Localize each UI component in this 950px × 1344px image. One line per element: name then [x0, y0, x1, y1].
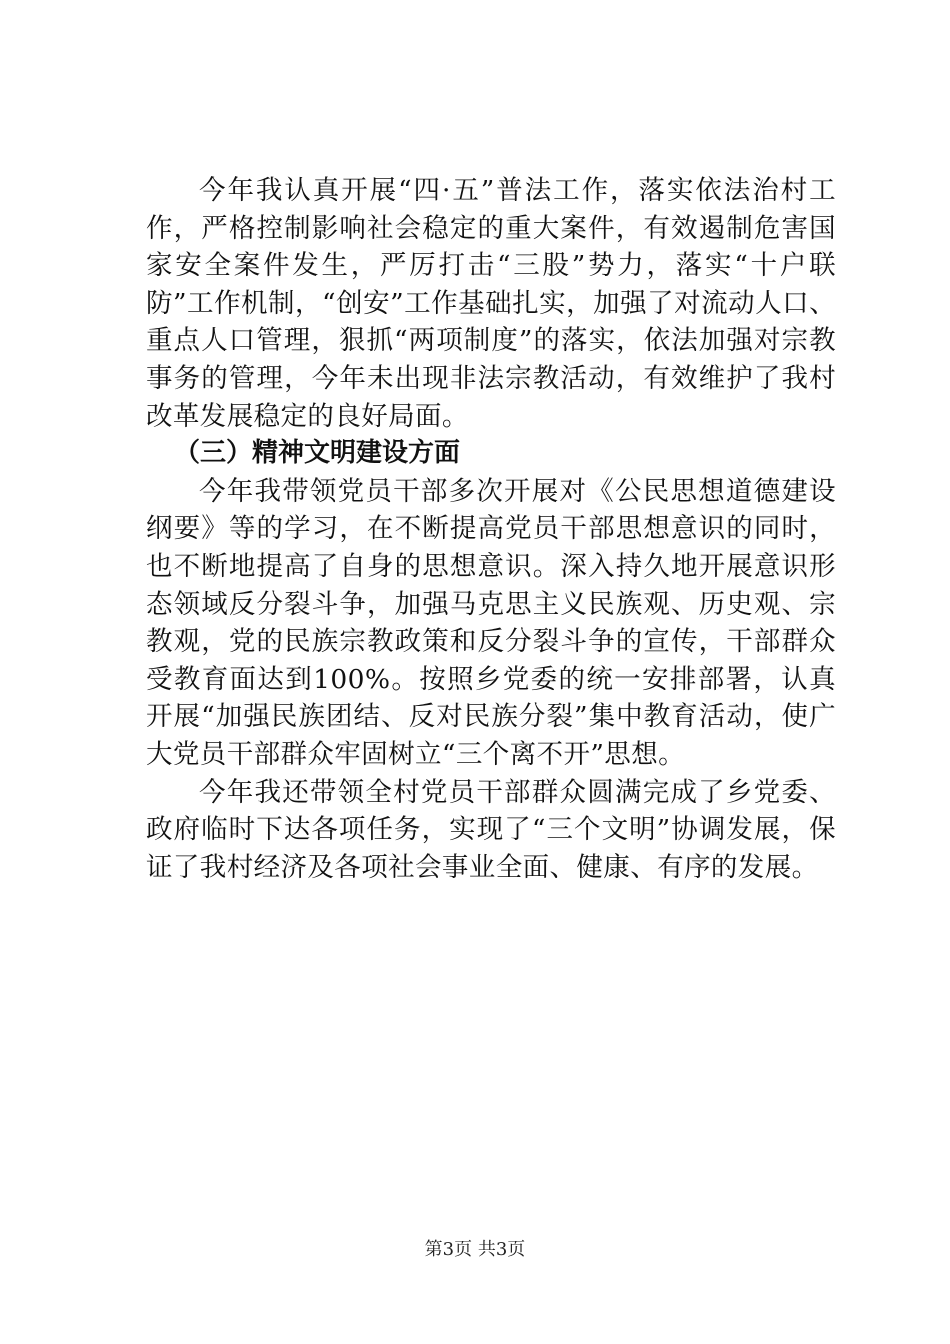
document-body [146, 172, 836, 886]
paragraph-legal-work: 今年我认真开展“四·五”普法工作，落实依法治村工作，严格控制影响社会稳定的重大案件，有效遏制危害国家安全案件发生，严厉打击“三股”势力，落实“十户联防”工作机制，“创安”工作基础扎实，加强了对流动人口、重点人口管理，狠抓“两项制度”的落实，依法加强对宗教事务的管理，今年未出现非法宗教活动，有效维护了我村改革发展稳定的良好局面。 [146, 175, 836, 432]
paragraph-ideology-study: 今年我带领党员干部多次开展对《公民思想道德建设纲要》等的学习，在不断提高党员干部思想意识的同时，也不断地提高了自身的思想意识。深入持久地开展意识形态领域反分裂斗争，加强马克思主义民族观、历史观、宗教观，党的民族宗教政策和反分裂斗争的宣传，干部群众受教育面达到100%。按照乡党委的统一安排部署，认真开展“加强民族团结、反对民族分裂”集中教育活动，使广大党员干部群众牢固树立“三个离不开”思想。 [146, 475, 836, 770]
section-heading-spiritual-civilization: （三）精神文明建设方面 [174, 438, 461, 469]
paragraph-task-completion: 今年我还带领全村党员干部群众圆满完成了乡党委、政府临时下达各项任务，实现了“三个文明”协调发展，保证了我村经济及各项社会事业全面、健康、有序的发展。 [146, 776, 836, 883]
page-number-footer: 第3页 共3页 [424, 1239, 526, 1260]
